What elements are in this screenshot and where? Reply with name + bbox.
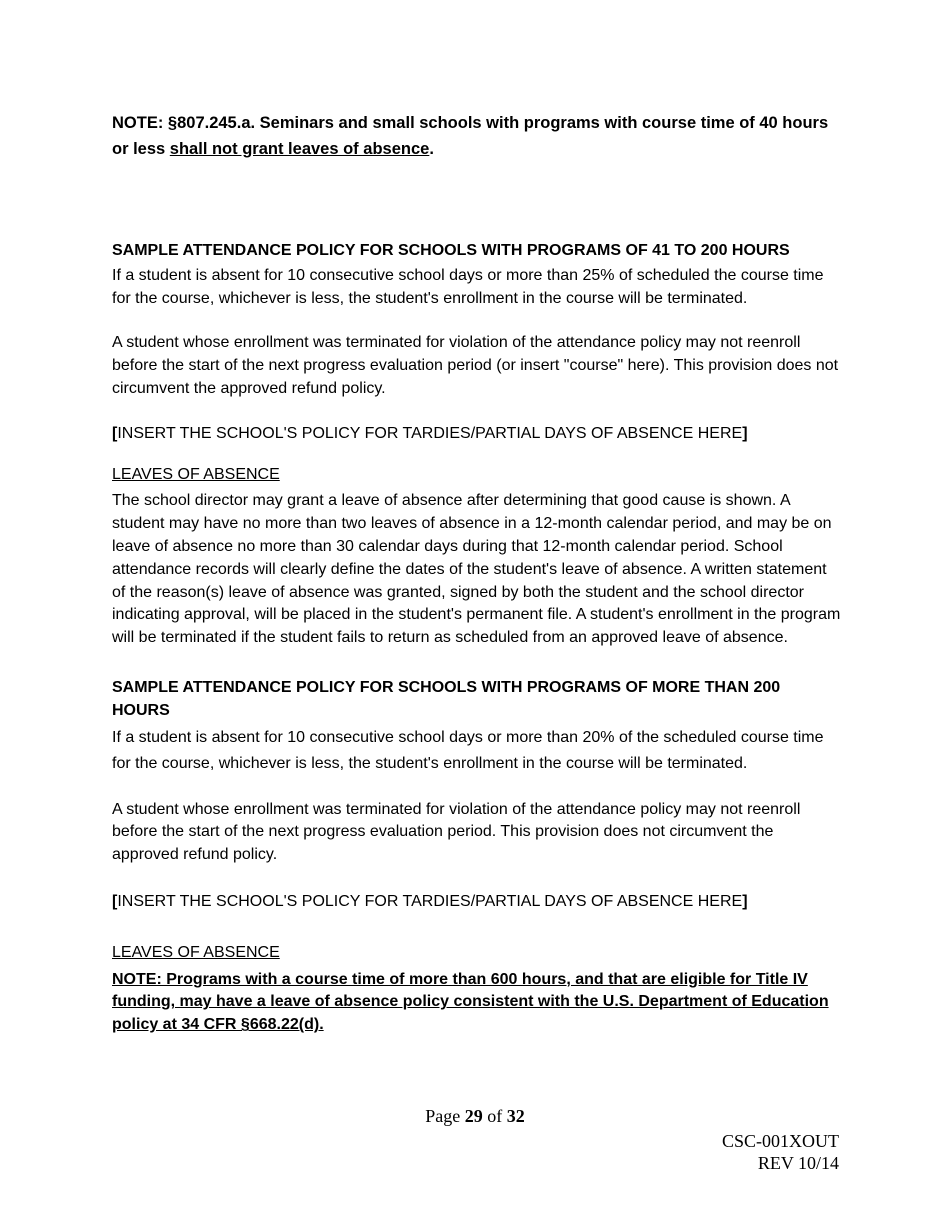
of-word: of [487, 1106, 503, 1126]
section2-para2: A student whose enrollment was terminated for violation of the attendance policy may not reenroll before the start of the next progress evaluation period. This provision does not circumvent the approved refund policy. [112, 800, 801, 864]
section1-para1: If a student is absent for 10 consecutive school days or more than 25% of scheduled the course time for the course, whichever is less, the student's enrollment in the course will be terminated. [112, 266, 824, 307]
note-seminars-text: NOTE: §807.245.a. Seminars and small schools with programs with course time of 40 hours or less [112, 114, 829, 158]
section1-para2: A student whose enrollment was terminated for violation of the attendance policy may not reenroll before the start of the next progress evaluation period (or insert "course" here). This provision does not circumvent the approved refund policy. [112, 334, 839, 397]
note-seminars [112, 110, 842, 162]
bracket-open: [ [112, 892, 118, 910]
section2-loa-heading: LEAVES OF ABSENCE [112, 943, 280, 961]
bracket-open: [ [112, 424, 118, 442]
form-id: CSC-001XOUT [721, 1131, 839, 1151]
page-current: 29 [464, 1106, 483, 1126]
section1-loa-heading: LEAVES OF ABSENCE [112, 465, 280, 483]
note-seminars-underlined: shall not grant leaves of absence [169, 140, 430, 158]
bracket-close: ] [742, 424, 748, 442]
page-number [0, 1106, 950, 1127]
insert-policy-text: INSERT THE SCHOOL'S POLICY FOR TARDIES/PARTIAL DAYS OF ABSENCE HERE [117, 424, 743, 442]
note-seminars-suffix: . [429, 140, 434, 158]
section1-heading: SAMPLE ATTENDANCE POLICY FOR SCHOOLS WITH PROGRAMS OF 41 TO 200 HOURS [112, 242, 790, 259]
bracket-close: ] [742, 892, 748, 910]
insert-policy-text: INSERT THE SCHOOL'S POLICY FOR TARDIES/PARTIAL DAYS OF ABSENCE HERE [117, 892, 743, 910]
section2-insert-policy [112, 891, 842, 914]
page-word: Page [425, 1106, 461, 1126]
section1-insert-policy [112, 423, 842, 446]
section1-loa-text: The school director may grant a leave of absence after determining that good cause is shown. A student may have no more than two leaves of absence in a 12-month calendar period, and may be on leave of absence no more than 30 calendar days during that 12-month calendar period. School attendance records will clearly define the dates of the student's leave of absence. A written statement of the reason(s) leave of absence was granted, signed by both the student and the school director indicating approval, will be placed in the student's permanent file. A student's enrollment in the program will be terminated if the student fails to return as scheduled from an approved leave of absence. [112, 492, 841, 647]
section2-heading: SAMPLE ATTENDANCE POLICY FOR SCHOOLS WITH PROGRAMS OF MORE THAN 200 HOURS [112, 678, 781, 719]
document-body [112, 110, 842, 1037]
page-total: 32 [506, 1106, 525, 1126]
section2-para1: If a student is absent for 10 consecutive school days or more than 20% of the scheduled course time for the course, whichever is less, the student's enrollment in the course will be terminated. [112, 728, 824, 772]
form-code [722, 1130, 839, 1174]
form-revision: REV 10/14 [757, 1153, 839, 1173]
section2-title-iv-note: NOTE: Programs with a course time of more than 600 hours, and that are eligible for Title IV funding, may have a leave of absence policy consistent with the U.S. Department of Education policy at 34 CFR §668.22(d). [112, 970, 829, 1034]
